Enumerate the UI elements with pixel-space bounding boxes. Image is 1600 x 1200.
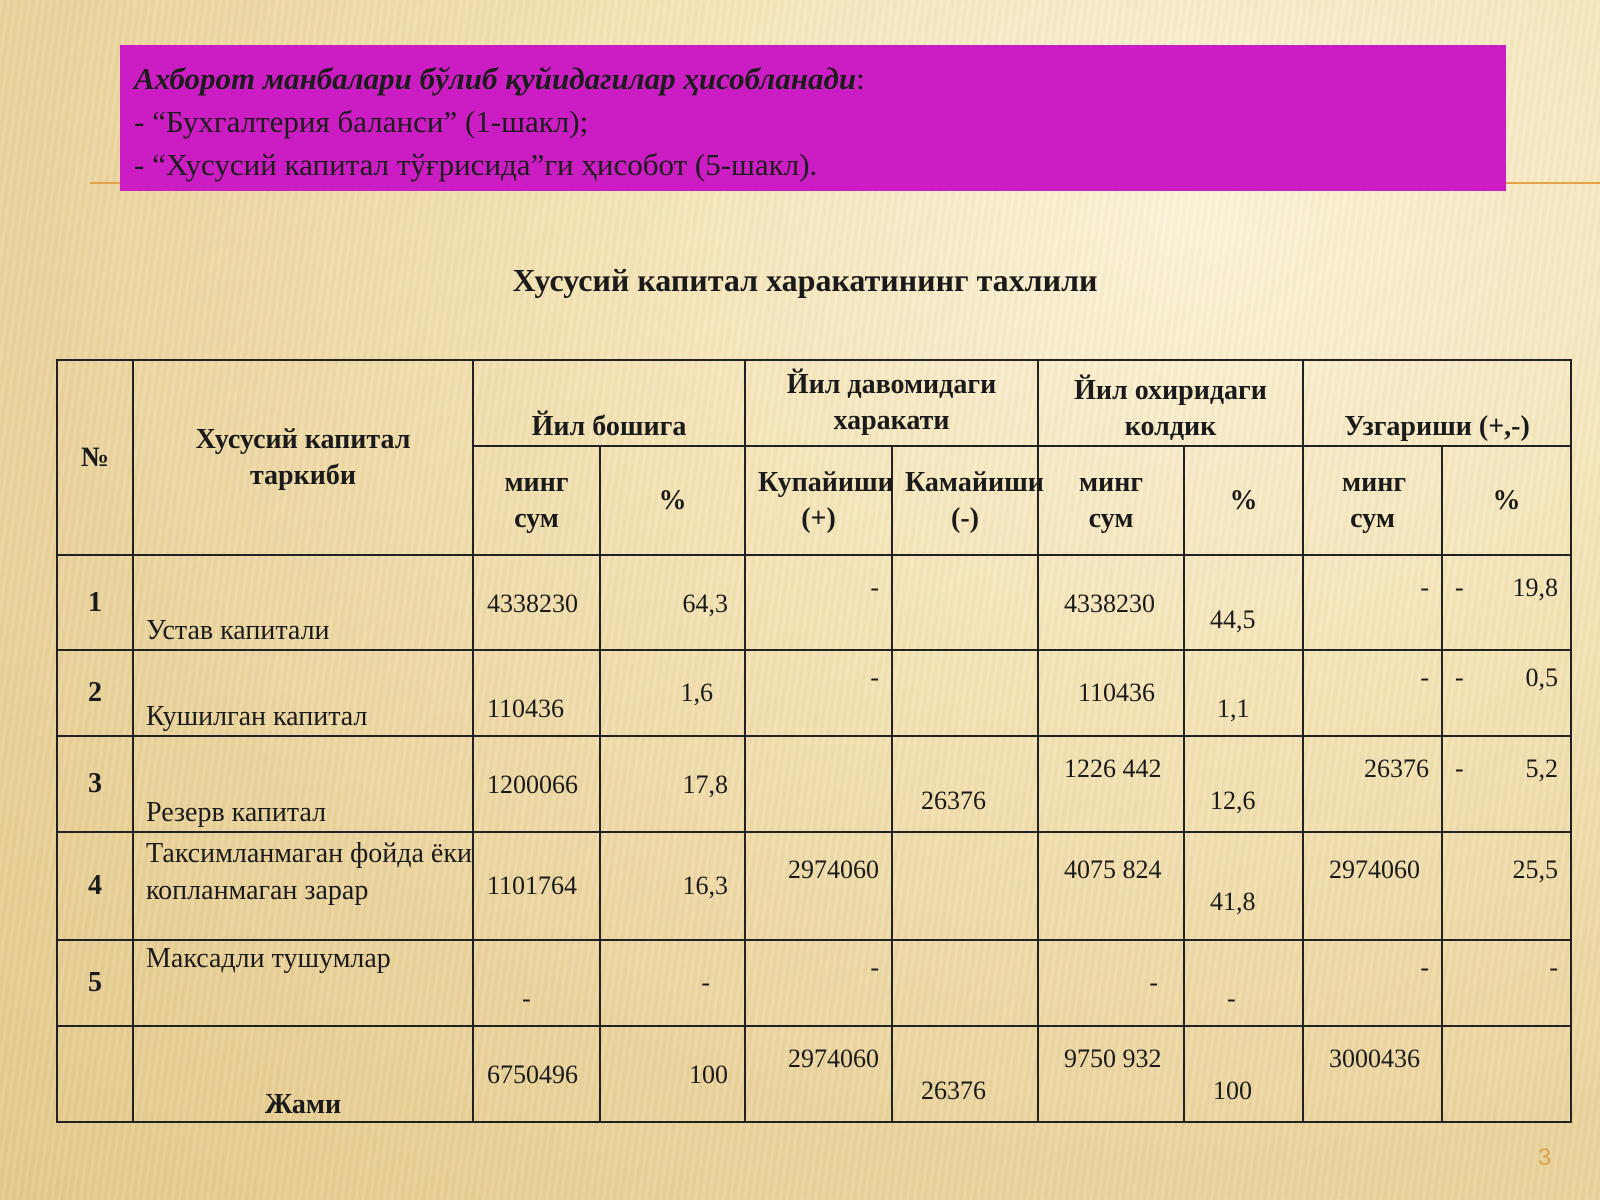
end-sum: 4075 824 [1064,855,1162,884]
row-no: 1 [57,555,133,650]
total-start-pct: 100 [689,1060,728,1089]
change-pct: - [1549,953,1559,982]
row-name: Максадли тушумлар [133,940,473,1026]
change-pct-sign: - [1455,663,1464,692]
table-row [57,650,1571,736]
header-decrease: Камайиши (-) [892,446,1038,555]
end-pct: 44,5 [1210,605,1256,634]
start-pct: 16,3 [682,871,728,900]
sources-banner [120,45,1506,191]
capital-analysis-table [56,359,1572,1123]
header-end-sum: минг сум [1038,446,1184,555]
header-no: № [57,360,133,555]
header-start-sum: минг сум [473,446,600,555]
row-name: Резерв капитал [133,736,473,832]
banner-colon: : [856,61,865,96]
header-end: Йил охиридаги колдик [1038,360,1303,446]
header-movement: Йил давомидаги харакати [745,360,1038,446]
total-decrease: 26376 [921,1076,986,1105]
start-pct: 64,3 [682,589,728,618]
change-sum: 26376 [1364,754,1430,783]
end-pct: 12,6 [1210,786,1256,815]
banner-line-1: - “Бухгалтерия баланси” (1-шакл); [134,104,589,139]
end-pct: 41,8 [1210,887,1256,916]
banner-line-2: - “Хусусий капитал тўғрисида”ги ҳисобот (5-шакл). [134,147,818,182]
header-row-1 [57,360,1571,446]
increase: - [870,573,879,602]
start-sum: 110436 [487,694,565,723]
end-sum: 110436 [1078,678,1156,707]
page-number: 3 [1538,1144,1552,1171]
table-title: Хусусий капитал харакатининг тахлили [512,262,1098,298]
total-start-sum: 6750496 [487,1060,578,1089]
change-pct: 25,5 [1512,855,1559,884]
header-start-pct: % [600,446,745,555]
header-start: Йил бошига [473,360,745,446]
table-row [57,736,1571,832]
change-sum: - [1420,573,1430,602]
header-increase: Купайиши (+) [745,446,892,555]
change-sum: - [1420,953,1430,982]
table-row [57,555,1571,650]
total-no [57,1026,133,1122]
change-sum: - [1420,663,1430,692]
row-name: Кушилган капитал [133,650,473,736]
start-sum: 1101764 [487,871,578,900]
row-no: 4 [57,832,133,940]
header-change-pct: % [1442,446,1571,555]
end-sum: - [1149,968,1159,997]
change-pct: 0,5 [1525,663,1559,692]
end-pct: - [1227,984,1236,1013]
change-pct: 19,8 [1512,573,1559,602]
header-end-pct: % [1184,446,1303,555]
total-label: Жами [133,1026,473,1122]
start-pct: 17,8 [682,770,728,799]
start-pct: - [701,968,710,997]
header-change-sum: минг сум [1303,446,1442,555]
total-row [57,1026,1571,1122]
start-pct: 1,6 [680,678,713,707]
header-change: Узгариши (+,-) [1303,360,1571,446]
banner-lead: Ахборот манбалари бўлиб қуйидагилар ҳисобланади [134,61,857,96]
total-change-pct [1442,1026,1571,1122]
table-row [57,832,1571,940]
change-pct-sign: - [1455,573,1464,602]
total-end-sum: 9750 932 [1064,1044,1162,1073]
decrease: 26376 [921,786,986,815]
row-no: 2 [57,650,133,736]
change-pct: 5,2 [1525,754,1559,783]
table-row [57,940,1571,1026]
row-no: 5 [57,940,133,1026]
total-end-pct: 100 [1213,1076,1253,1105]
increase: - [870,663,879,692]
change-sum: 2974060 [1329,855,1421,884]
start-sum: 1200066 [487,770,578,799]
total-change-sum: 3000436 [1329,1044,1421,1073]
row-no: 3 [57,736,133,832]
total-increase: 2974060 [788,1044,879,1073]
end-pct: 1,1 [1217,694,1250,723]
row-name: Таксимланмаган фойда ёки копланмаган зарар [133,832,473,940]
start-sum: 4338230 [487,589,578,618]
header-composition: Хусусий капитал таркиби [133,360,473,555]
row-name: Устав капитали [133,555,473,650]
banner-line-lead [134,57,1492,100]
end-sum: 1226 442 [1064,754,1162,783]
increase: - [870,953,879,982]
end-sum: 4338230 [1064,589,1156,618]
start-sum: - [522,984,531,1013]
increase: 2974060 [788,855,879,884]
change-pct-sign: - [1455,754,1464,783]
